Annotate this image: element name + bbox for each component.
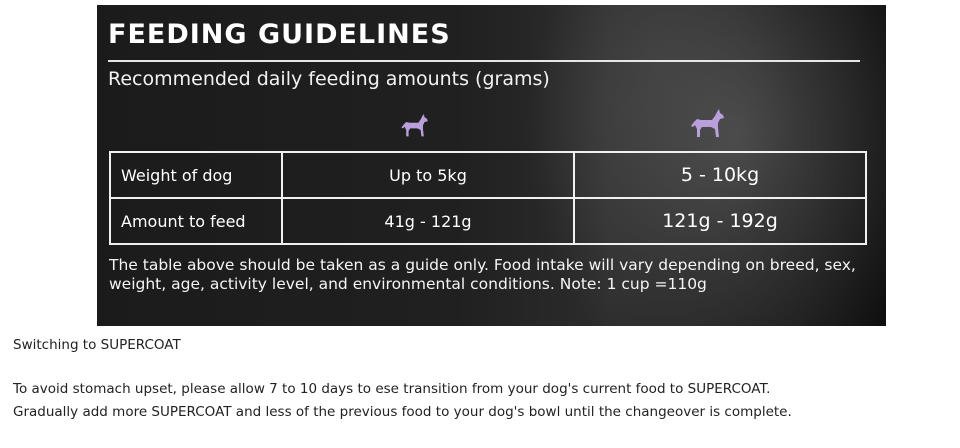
table-cell: 5 - 10kg bbox=[574, 152, 866, 198]
table-row bbox=[110, 152, 866, 198]
title-divider bbox=[108, 60, 860, 62]
feeding-table bbox=[109, 151, 867, 245]
row-label-weight: Weight of dog bbox=[110, 152, 282, 198]
switching-heading: Switching to SUPERCOAT bbox=[13, 337, 181, 353]
banner-subtitle: Recommended daily feeding amounts (grams) bbox=[108, 68, 550, 90]
paragraph-line: To avoid stomach upset, please allow 7 to 10 days to ese transition from your dog's current food to SUPERCOAT. bbox=[13, 381, 771, 397]
row-label-amount: Amount to feed bbox=[110, 198, 282, 244]
small-dog-silhouette bbox=[401, 114, 427, 136]
table-cell: Up to 5kg bbox=[282, 152, 574, 198]
large-dog-silhouette bbox=[691, 109, 724, 137]
banner-title: FEEDING GUIDELINES bbox=[108, 19, 451, 50]
guide-note: The table above should be taken as a guide only. Food intake will vary depending on breed, sex, weight, age, activity level, and environmental conditions. Note: 1 cup =110g bbox=[109, 256, 856, 293]
large-dog-icon bbox=[691, 109, 725, 139]
small-dog-icon bbox=[401, 114, 429, 138]
feeding-guidelines-banner bbox=[97, 5, 886, 326]
table-cell: 41g - 121g bbox=[282, 198, 574, 244]
paragraph-line: Gradually add more SUPERCOAT and less of the previous food to your dog's bowl until the changeover is complete. bbox=[13, 404, 792, 420]
table-cell: 121g - 192g bbox=[574, 198, 866, 244]
table-row bbox=[110, 198, 866, 244]
